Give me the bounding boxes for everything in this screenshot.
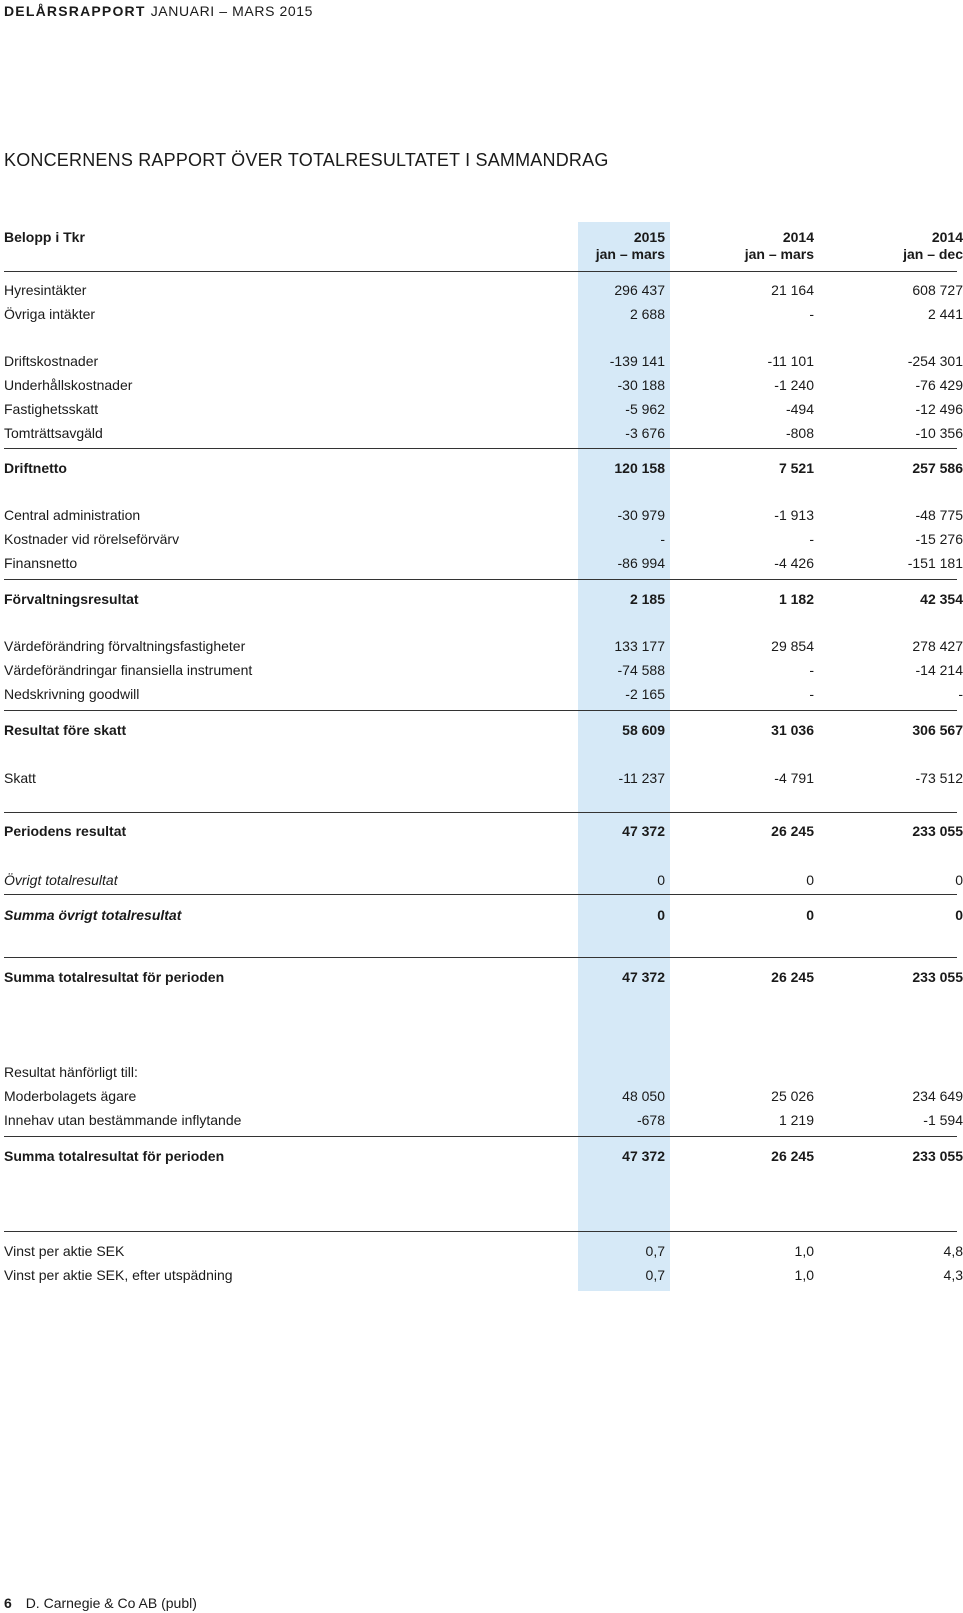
row-value: -: [660, 531, 665, 547]
row-label: Kostnader vid rörelseförvärv: [4, 531, 180, 547]
row-value: 1 219: [778, 1112, 814, 1128]
company-name: D. Carnegie & Co AB (publ): [25, 1595, 197, 1611]
row-label: Vinst per aktie SEK, efter utspädning: [4, 1267, 233, 1283]
row-value: -14 214: [915, 662, 963, 678]
row-value: -678: [636, 1112, 665, 1128]
row-value: 296 437: [614, 282, 665, 298]
row-value: 0,7: [645, 1267, 665, 1283]
row-value: 0: [657, 872, 665, 888]
table-divider: [4, 710, 957, 711]
row-value: -1 913: [774, 507, 814, 523]
row-value: 1,0: [794, 1267, 814, 1283]
row-label: Underhållskostnader: [4, 377, 133, 393]
table-divider: [4, 957, 957, 958]
row-value: -1 594: [923, 1112, 963, 1128]
row-value: 2 185: [629, 591, 665, 607]
row-value: -11 237: [618, 770, 665, 786]
row-value: 306 567: [912, 722, 963, 738]
row-label: Summa totalresultat för perioden: [4, 1148, 225, 1164]
column-header: 2014 jan – dec: [903, 229, 963, 262]
page-footer: [4, 1595, 197, 1611]
row-label: Värdeförändring förvaltningsfastigheter: [4, 638, 246, 654]
row-value: 0: [806, 872, 814, 888]
row-value: 233 055: [912, 823, 963, 839]
row-value: 58 609: [622, 722, 665, 738]
row-label: Periodens resultat: [4, 823, 127, 839]
row-value: 42 354: [920, 591, 963, 607]
row-value: 233 055: [912, 969, 963, 985]
page-title: KONCERNENS RAPPORT ÖVER TOTALRESULTATET I SAMMANDRAG: [4, 150, 609, 170]
row-label: Hyresintäkter: [4, 282, 87, 298]
row-value: 0: [955, 907, 963, 923]
row-label: Tomträttsavgäld: [4, 425, 103, 441]
report-header-period: JANUARI – MARS 2015: [150, 3, 314, 19]
row-value: 48 050: [622, 1088, 665, 1104]
label-header: Belopp i Tkr: [4, 229, 85, 245]
row-value: -12 496: [915, 401, 963, 417]
row-value: -4 791: [774, 770, 814, 786]
row-value: 257 586: [912, 460, 963, 476]
row-value: 0,7: [645, 1243, 665, 1259]
row-value: -: [958, 686, 963, 702]
table-divider: [4, 579, 957, 580]
row-label: Resultat före skatt: [4, 722, 127, 738]
row-value: -: [809, 686, 814, 702]
row-value: 1 182: [778, 591, 814, 607]
row-value: -11 101: [767, 353, 814, 369]
row-value: 2 688: [629, 306, 665, 322]
row-value: -73 512: [915, 770, 963, 786]
row-value: -86 994: [617, 555, 665, 571]
row-value: -3 676: [625, 425, 665, 441]
row-value: -30 979: [617, 507, 665, 523]
row-value: -4 426: [774, 555, 814, 571]
row-value: 47 372: [622, 1148, 665, 1164]
row-value: 234 649: [912, 1088, 963, 1104]
table-divider: [4, 1231, 957, 1232]
row-label: Nedskrivning goodwill: [4, 686, 140, 702]
row-value: 1,0: [794, 1243, 814, 1259]
row-label: Fastighetsskatt: [4, 401, 99, 417]
row-value: -808: [785, 425, 814, 441]
row-value: -76 429: [915, 377, 963, 393]
row-label: Resultat hänförligt till:: [4, 1064, 138, 1080]
row-value: 0: [657, 907, 665, 923]
row-label: Innehav utan bestämmande inflytande: [4, 1112, 242, 1128]
row-value: 2 441: [927, 306, 963, 322]
row-label: Driftnetto: [4, 460, 67, 476]
row-value: 47 372: [622, 823, 665, 839]
row-value: -1 240: [774, 377, 814, 393]
row-value: -10 356: [915, 425, 963, 441]
row-value: -30 188: [617, 377, 665, 393]
row-value: -: [809, 306, 814, 322]
row-value: 26 245: [771, 969, 814, 985]
row-value: -494: [785, 401, 814, 417]
row-value: -: [809, 531, 814, 547]
row-value: 26 245: [771, 823, 814, 839]
row-value: 25 026: [771, 1088, 814, 1104]
row-label: Förvaltningsresultat: [4, 591, 139, 607]
row-value: 233 055: [912, 1148, 963, 1164]
row-value: 0: [955, 872, 963, 888]
row-value: 21 164: [771, 282, 814, 298]
row-value: 278 427: [912, 638, 963, 654]
table-divider: [4, 1136, 957, 1137]
report-header-bold: DELÅRSRAPPORT: [4, 3, 146, 19]
row-label: Central administration: [4, 507, 141, 523]
row-label: Övrigt totalresultat: [4, 872, 118, 888]
row-label: Övriga intäkter: [4, 306, 96, 322]
table-divider: [4, 448, 957, 449]
row-value: -74 588: [617, 662, 665, 678]
row-value: 47 372: [622, 969, 665, 985]
row-value: 0: [806, 907, 814, 923]
row-label: Driftskostnader: [4, 353, 99, 369]
row-value: 120 158: [614, 460, 665, 476]
row-value: 26 245: [771, 1148, 814, 1164]
page-number: 6: [4, 1595, 12, 1611]
table-divider: [4, 812, 957, 813]
row-label: Vinst per aktie SEK: [4, 1243, 125, 1259]
column-header: 2014 jan – mars: [744, 229, 814, 262]
row-value: -5 962: [625, 401, 665, 417]
row-value: -: [809, 662, 814, 678]
row-value: -254 301: [907, 353, 963, 369]
row-value: -139 141: [609, 353, 665, 369]
row-value: 608 727: [912, 282, 963, 298]
row-value: 29 854: [771, 638, 814, 654]
row-label: Skatt: [4, 770, 36, 786]
report-header: [4, 3, 313, 19]
row-label: Summa totalresultat för perioden: [4, 969, 225, 985]
row-label: Finansnetto: [4, 555, 78, 571]
row-label: Värdeförändringar finansiella instrument: [4, 662, 253, 678]
row-value: 31 036: [771, 722, 814, 738]
row-label: Moderbolagets ägare: [4, 1088, 137, 1104]
row-value: 133 177: [614, 638, 665, 654]
row-value: 4,3: [943, 1267, 963, 1283]
table-divider: [4, 894, 957, 895]
row-value: -2 165: [625, 686, 665, 702]
row-value: -151 181: [907, 555, 963, 571]
row-value: 4,8: [943, 1243, 963, 1259]
row-label: Summa övrigt totalresultat: [4, 907, 182, 923]
row-value: -48 775: [915, 507, 963, 523]
column-header: 2015 jan – mars: [595, 229, 665, 262]
row-value: -15 276: [915, 531, 963, 547]
row-value: 7 521: [778, 460, 814, 476]
table-divider: [4, 271, 957, 272]
